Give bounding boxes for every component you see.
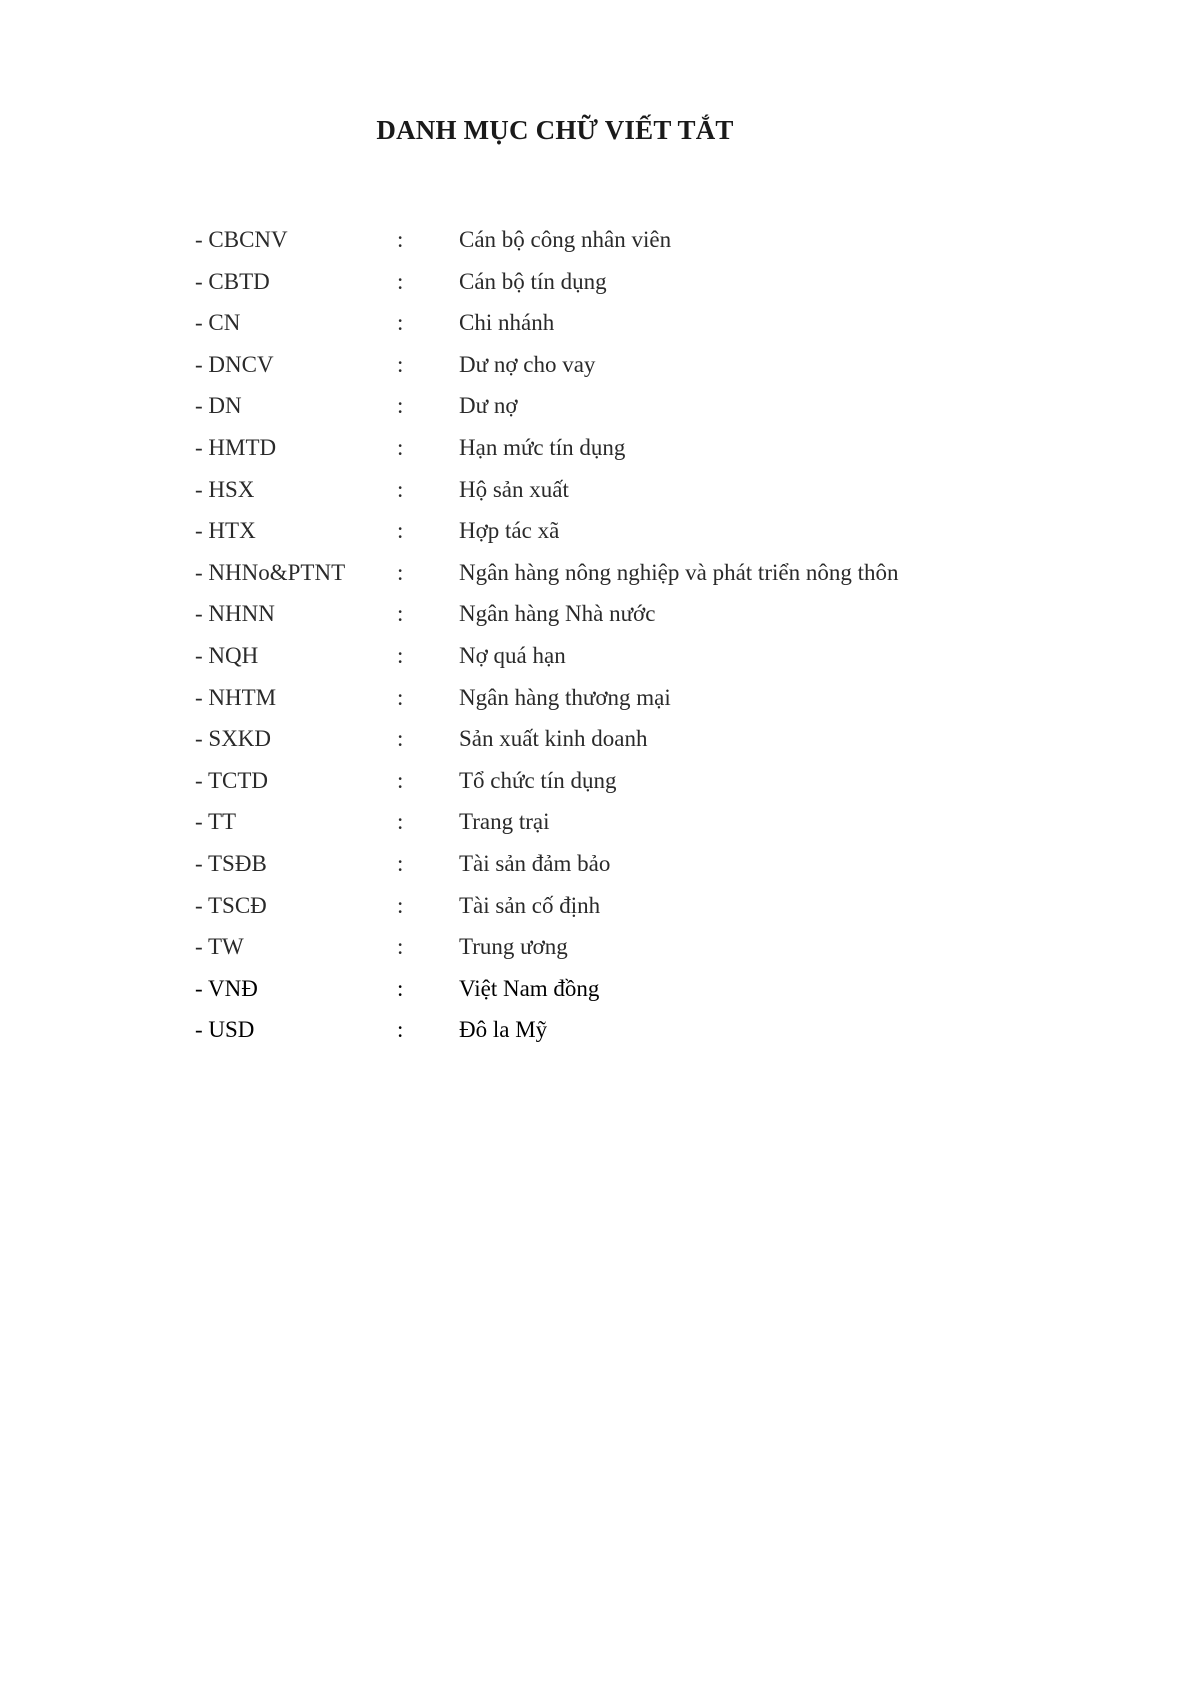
- abbreviation-meaning: Sản xuất kinh doanh: [459, 726, 648, 752]
- separator: :: [397, 559, 404, 585]
- abbreviation: - HMTD: [195, 434, 277, 460]
- abbreviation: - NHNN: [195, 601, 275, 627]
- separator: :: [397, 1017, 404, 1043]
- abbreviation: - TSCĐ: [195, 892, 267, 918]
- list-item: [195, 890, 995, 932]
- list-item: [195, 640, 995, 682]
- list-item: [195, 224, 995, 266]
- abbreviation: - TCTD: [195, 767, 269, 793]
- abbreviation-meaning: Cán bộ tín dụng: [459, 268, 607, 294]
- separator: :: [397, 434, 404, 460]
- separator: :: [397, 767, 404, 793]
- abbreviation-meaning: Trang trại: [459, 809, 550, 835]
- separator: :: [397, 227, 404, 252]
- abbreviation: - TT: [195, 809, 237, 835]
- separator: :: [397, 268, 404, 294]
- abbreviation: - CN: [195, 310, 241, 336]
- abbreviation-meaning: Dư nợ: [459, 393, 518, 419]
- list-item: [195, 349, 995, 391]
- abbreviation-meaning: Việt Nam đồng: [459, 975, 600, 1001]
- separator: :: [397, 642, 404, 668]
- separator: :: [397, 310, 404, 336]
- abbreviation: - NQH: [195, 642, 259, 668]
- abbreviation-meaning: Đô la Mỹ: [459, 1017, 548, 1043]
- list-item: [195, 307, 995, 349]
- separator: :: [397, 476, 404, 502]
- separator: :: [397, 809, 404, 835]
- abbreviation-meaning: Nợ quá hạn: [459, 642, 566, 668]
- separator: :: [397, 351, 404, 377]
- abbreviation-meaning: Hạn mức tín dụng: [459, 434, 626, 460]
- list-item: [195, 390, 995, 432]
- abbreviation-meaning: Dư nợ cho vay: [459, 351, 596, 377]
- abbreviation-meaning: Ngân hàng Nhà nước: [459, 601, 656, 627]
- abbreviation: - VNĐ: [195, 975, 258, 1001]
- list-item: [195, 806, 995, 848]
- abbreviation-meaning: Tài sản cố định: [459, 892, 601, 918]
- abbreviation-meaning: Hợp tác xã: [459, 518, 560, 544]
- list-item: [195, 973, 995, 1015]
- separator: :: [397, 393, 404, 419]
- separator: :: [397, 892, 404, 918]
- list-item: [195, 1014, 995, 1056]
- separator: :: [397, 684, 404, 710]
- abbreviation: - HTX: [195, 518, 256, 544]
- list-item: [195, 557, 995, 599]
- list-item: [195, 598, 995, 640]
- abbreviation-meaning: Ngân hàng nông nghiệp và phát triển nông thôn: [459, 559, 899, 585]
- abbreviation: - TSĐB: [195, 850, 267, 876]
- separator: :: [397, 850, 404, 876]
- list-item: [195, 723, 995, 765]
- list-item: [195, 515, 995, 557]
- list-item: [195, 931, 995, 973]
- abbreviation-list: [195, 224, 995, 1056]
- abbreviation: - DNCV: [195, 351, 274, 377]
- separator: :: [397, 601, 404, 627]
- list-item: [195, 848, 995, 890]
- abbreviation-meaning: Hộ sản xuất: [459, 476, 569, 502]
- separator: :: [397, 934, 404, 960]
- separator: :: [397, 726, 404, 752]
- abbreviation: - USD: [195, 1017, 255, 1043]
- abbreviation-meaning: Tổ chức tín dụng: [459, 767, 617, 793]
- abbreviation: - CBTD: [195, 268, 270, 294]
- abbreviation-meaning: Ngân hàng thương mại: [459, 684, 671, 710]
- abbreviation: - HSX: [195, 476, 255, 502]
- abbreviation: - DN: [195, 393, 242, 419]
- abbreviation: - NHNo&PTNT: [195, 559, 346, 585]
- abbreviation-meaning: Tài sản đảm bảo: [459, 850, 611, 876]
- abbreviation: - SXKD: [195, 726, 272, 752]
- separator: :: [397, 518, 404, 544]
- list-item: [195, 432, 995, 474]
- abbreviation: - CBCNV: [195, 227, 288, 252]
- list-item: [195, 682, 995, 724]
- separator: :: [397, 975, 404, 1001]
- abbreviation-meaning: Chi nhánh: [459, 310, 555, 336]
- abbreviation: - TW: [195, 934, 244, 960]
- abbreviation-meaning: Cán bộ công nhân viên: [459, 227, 672, 252]
- abbreviation: - NHTM: [195, 684, 277, 710]
- abbreviation-meaning: Trung ương: [459, 934, 568, 960]
- list-item: [195, 765, 995, 807]
- list-item: [195, 266, 995, 308]
- list-item: [195, 474, 995, 516]
- page-title: DANH MỤC CHỮ VIẾT TẮT: [376, 115, 734, 145]
